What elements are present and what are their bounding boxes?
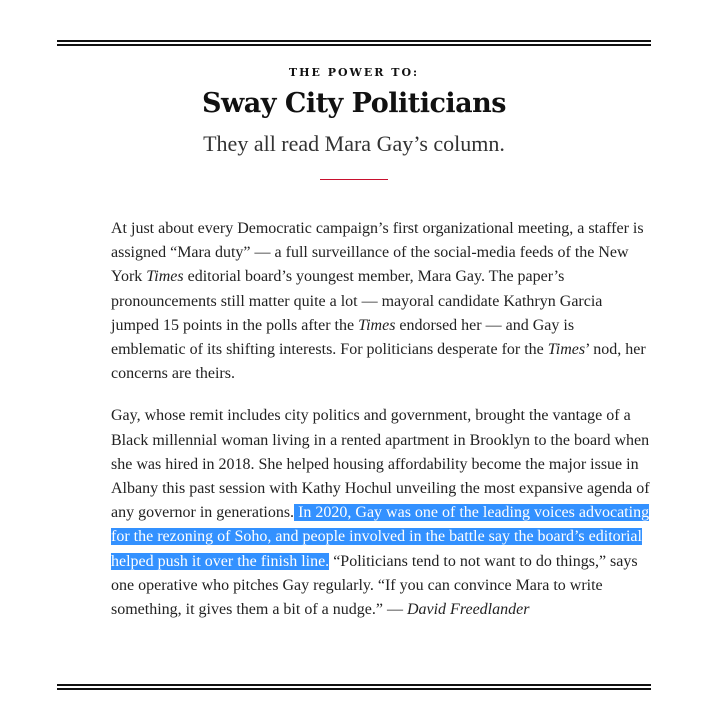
- paragraph-1: [111, 217, 651, 386]
- section-kicker: THE POWER TO:: [288, 66, 420, 79]
- headline: Sway City Politicians: [202, 88, 506, 119]
- p1-text-2: editorial board’s youngest member, Mara Gay. The paper’s pronouncements still matter quite a lot — mayoral candidate Kathryn Garcia jumped 15 points in the polls after the: [111, 268, 603, 334]
- p1-text-4: ’ nod, her concerns are theirs.: [111, 341, 646, 383]
- bottom-double-rule: [57, 684, 651, 690]
- p2-text-1: Gay, whose remit includes city politics and government, brought the vantage of a Black millennial woman living in a rented apartment in Brooklyn to the board when she was hired in 2018. She helped housing affordability become the major issue in Albany this past session with Kathy Hochul unveiling the most expansive agenda of any governor in generations.: [111, 407, 650, 522]
- p1-italic-2: Times: [358, 316, 396, 334]
- p1-italic-3: Times: [547, 341, 586, 359]
- accent-divider: [320, 179, 388, 180]
- author-byline: David Freedlander: [406, 601, 530, 619]
- article-body: [111, 217, 651, 640]
- selected-text[interactable]: In 2020, Gay was one of the leading voices advocating for the rezoning of Soho, and people involved in the battle say the board’s editorial helped push it over the finish line.: [111, 504, 650, 570]
- dek-subtitle: They all read Mara Gay’s column.: [203, 131, 505, 156]
- p1-italic-1: Times: [146, 268, 184, 286]
- p1-text-3: endorsed her — and Gay is emblematic of its shifting interests. For politicians desperate for the: [111, 316, 575, 359]
- paragraph-2: [111, 404, 651, 622]
- p2-text-2: “Politicians tend to not want to do things,” says one operative who pitches Gay regularly. “If you can convince Mara to write something, it gives them a bit of a nudge.” —: [111, 552, 638, 619]
- top-double-rule: [57, 40, 651, 46]
- p1-text-1: At just about every Democratic campaign’s first organizational meeting, a staffer is assigned “Mara duty” — a full surveillance of the social-media feeds of the New York: [111, 220, 644, 286]
